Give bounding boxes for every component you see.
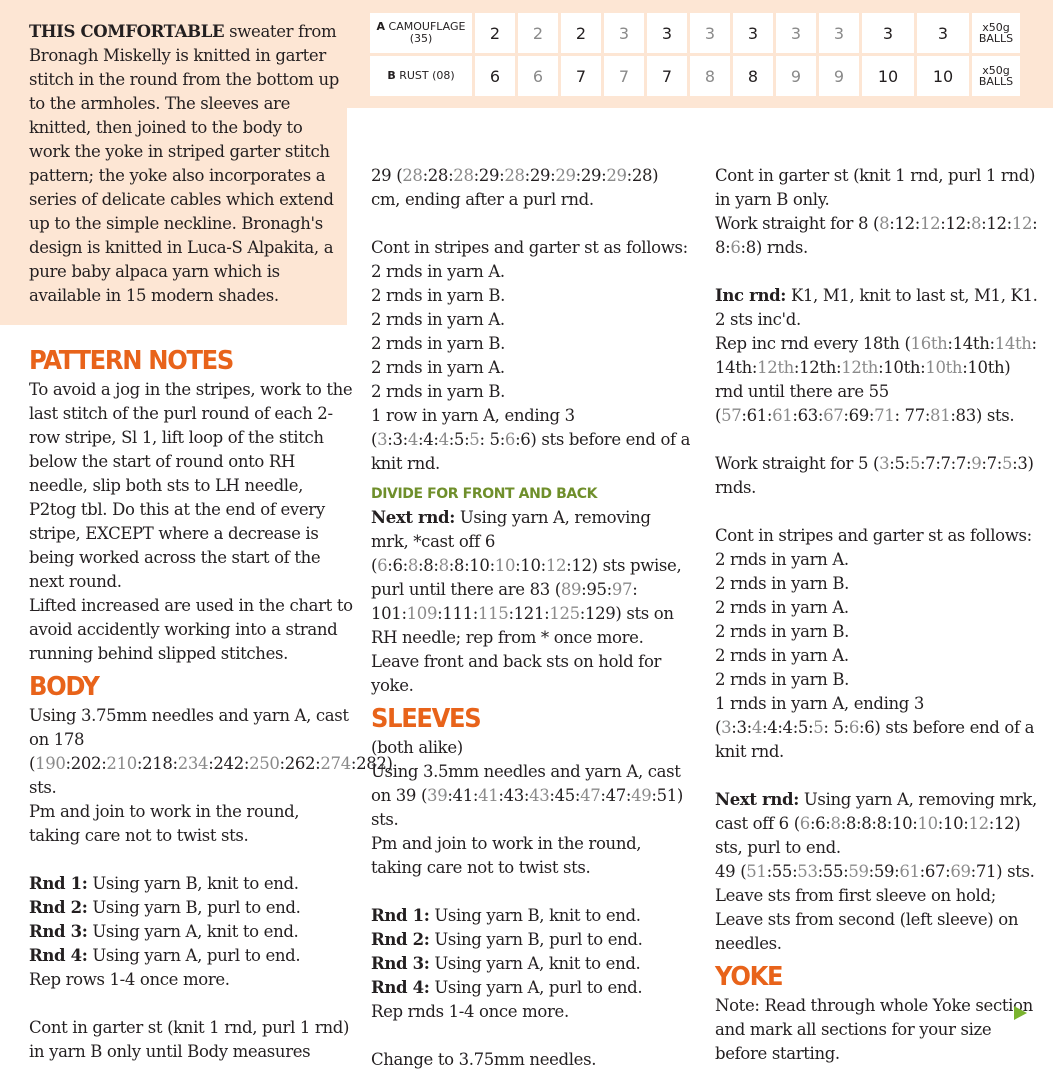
body-repeat: Rep rows 1-4 once more. <box>29 970 230 989</box>
continue-arrow-icon <box>1014 1006 1027 1020</box>
intro-panel <box>0 0 347 325</box>
yarn-amount-cell: 2 <box>475 13 515 53</box>
yarn-amount-cell: 10 <box>917 56 969 96</box>
intro-lead: THIS COMFORTABLE <box>29 22 225 41</box>
sleeves-heading: SLEEVES <box>371 704 481 734</box>
pattern-notes-heading: PATTERN NOTES <box>29 346 233 376</box>
round-line: Rnd 4: Using yarn A, purl to end. <box>371 978 643 997</box>
sleeves-hold: Leave sts from first sleeve on hold; Leave sts from second (left sleeve) on needles. <box>715 886 1019 953</box>
yarn-amount-cell: 7 <box>561 56 601 96</box>
sleeves-cont: Cont in garter st (knit 1 rnd, purl 1 rnd) in yarn B only. <box>715 166 1036 209</box>
sleeves-cast-on: Using 3.5mm needles and yarn A, cast on 39 (39:41:41:43:43:45:47:47:49:51) sts. <box>371 762 683 829</box>
yarn-amount-cell: 2 <box>561 13 601 53</box>
divide-label: Next rnd: <box>371 508 455 527</box>
yoke-heading: YOKE <box>715 962 783 992</box>
list-item: 2 rnds in yarn B. <box>371 382 506 401</box>
list-item: 2 rnds in yarn B. <box>371 286 506 305</box>
yarn-amount-cell: 3 <box>917 13 969 53</box>
yarn-amount-cell: 9 <box>776 56 816 96</box>
pattern-notes-p2: Lifted increased are used in the chart to avoid accidently working into a strand running behind slipped stitches. <box>29 596 353 663</box>
yarn-amount-cell: 3 <box>733 13 773 53</box>
yoke-note: Note: Read through whole Yoke section and mark all sections for your size before starting. <box>715 996 1033 1063</box>
round-line: Rnd 2: Using yarn B, purl to end. <box>29 898 301 917</box>
body-cast-on: Using 3.75mm needles and yarn A, cast on 178 (190:202:210:218:234:242:250:262:274:282) sts. <box>29 706 393 797</box>
divide-body: Using yarn A, removing mrk, *cast off 6 (6:6:8:8:8:8:10:10:10:12:12) sts pwise, purl until there are 83 (89:95:97: 101:109:111:115:121:125:129) sts on RH needle; rep from * once more. Leave front and back sts on hold for yoke. <box>371 508 682 695</box>
yarn-amount-cell: 3 <box>862 13 914 53</box>
yarn-amount-cell: 9 <box>819 56 859 96</box>
list-item: 2 rnds in yarn A. <box>715 646 849 665</box>
yarn-unit-cell: x50g BALLS <box>972 56 1020 96</box>
pattern-notes-p1: To avoid a jog in the stripes, work to the last stitch of the purl round of each 2-row stripe, Sl 1, lift loop of the stitch below the start of round onto RH needle, slip both sts to LH needle, P2tog tbl. Do this at the end of every stripe, EXCEPT where a decrease is being worked across the start of the next round. <box>29 380 353 591</box>
sleeves-sub: (both alike) <box>371 738 463 757</box>
sleeves-straight2: Work straight for 5 (3:5:5:7:7:7:9:7:5:3) rnds. <box>715 454 1034 497</box>
round-line: Rnd 2: Using yarn B, purl to end. <box>371 930 643 949</box>
yarn-amount-cell: 7 <box>647 56 687 96</box>
round-line: Rnd 4: Using yarn A, purl to end. <box>29 946 301 965</box>
intro-text <box>29 20 339 308</box>
round-line: Rnd 3: Using yarn A, knit to end. <box>29 922 299 941</box>
body-ending: 1 row in yarn A, ending 3 (3:3:4:4:4:5:5: 5:6:6) sts before end of a knit rnd. <box>371 406 691 473</box>
yarn-amount-cell: 6 <box>518 56 558 96</box>
list-item: 2 rnds in yarn A. <box>715 598 849 617</box>
sleeves-next <box>715 788 1040 860</box>
divide-heading: DIVIDE FOR FRONT AND BACK <box>371 486 598 502</box>
yarn-name-cell: A CAMOUFLAGE (35) <box>370 13 472 53</box>
body-measure: 29 (28:28:28:29:28:29:29:29:29:28) cm, ending after a purl rnd. <box>371 166 659 209</box>
yarn-amount-cell: 3 <box>604 13 644 53</box>
sleeves-inc <box>715 284 1040 308</box>
body-stripes <box>371 260 691 404</box>
yarn-amount-cell: 10 <box>862 56 914 96</box>
yarn-amount-cell: 2 <box>518 13 558 53</box>
yarn-amount-cell: 8 <box>690 56 730 96</box>
next-label: Next rnd: <box>715 790 799 809</box>
round-line: Rnd 1: Using yarn B, knit to end. <box>29 874 299 893</box>
next-text: Using yarn A, removing mrk, cast off 6 (6:6:8:8:8:8:10:10:10:12:12) sts, purl to end. <box>715 790 1037 857</box>
yarn-name-cell: B RUST (08) <box>370 56 472 96</box>
body-heading: BODY <box>29 672 99 702</box>
sleeves-ending: 1 rnds in yarn A, ending 3 (3:3:4:4:4:5:5: 5:6:6) sts before end of a knit rnd. <box>715 694 1035 761</box>
sleeves-repeat: Rep rnds 1-4 once more. <box>371 1002 569 1021</box>
sleeves-count: 49 (51:55:53:55:59:59:61:67:69:71) sts. <box>715 862 1035 881</box>
list-item: 2 rnds in yarn A. <box>371 262 505 281</box>
sleeves-join: Pm and join to work in the round, taking care not to twist sts. <box>371 834 642 877</box>
inc-text: K1, M1, knit to last st, M1, K1. <box>790 286 1038 305</box>
sleeves-inc-note: 2 sts inc'd. <box>715 310 801 329</box>
yarn-unit-cell: x50g BALLS <box>972 13 1020 53</box>
round-line: Rnd 1: Using yarn B, knit to end. <box>371 906 641 925</box>
yarn-amount-cell: 3 <box>690 13 730 53</box>
yarn-amount-cell: 8 <box>733 56 773 96</box>
body-join: Pm and join to work in the round, taking care not to twist sts. <box>29 802 300 845</box>
body-stripes-intro: Cont in stripes and garter st as follows: <box>371 238 688 257</box>
list-item: 2 rnds in yarn B. <box>715 622 850 641</box>
list-item: 2 rnds in yarn B. <box>715 670 850 689</box>
sleeves-rounds <box>371 904 691 1000</box>
sleeves-change: Change to 3.75mm needles. <box>371 1050 597 1069</box>
column-3 <box>715 164 1040 1066</box>
round-line: Rnd 3: Using yarn A, knit to end. <box>371 954 641 973</box>
yarn-amount-cell: 7 <box>604 56 644 96</box>
yarn-amount-cell: 3 <box>647 13 687 53</box>
body-cont: Cont in garter st (knit 1 rnd, purl 1 rnd) in yarn B only until Body measures <box>29 1018 350 1061</box>
list-item: 2 rnds in yarn A. <box>371 310 505 329</box>
list-item: 2 rnds in yarn A. <box>715 550 849 569</box>
sleeves-straight1: Work straight for 8 (8:12:12:12:8:12:12: 8:6:8) rnds. <box>715 214 1038 257</box>
sleeves-rep-inc: Rep inc rnd every 18th (16th:14th:14th: 14th:12th:12th:12th:10th:10th:10th) rnd until there are 55 (57:61:61:63:67:69:71: 77:81:83) sts. <box>715 334 1037 425</box>
yarn-table <box>367 10 1023 99</box>
sleeves-stripes <box>715 548 1040 692</box>
yarn-amount-cell: 3 <box>776 13 816 53</box>
yarn-row <box>370 56 1020 96</box>
yarn-amount-cell: 3 <box>819 13 859 53</box>
list-item: 2 rnds in yarn B. <box>371 334 506 353</box>
intro-body: sweater from Bronagh Miskelly is knitted in garter stitch in the round from the bottom up to the armholes. The sleeves are knitted, then joined to the body to work the yoke in striped garter stitch pattern; the yoke also incorporates a series of delicate cables which extend up to the simple neckline. Bronagh's design is knitted in Luca-S Alpakita, a pure baby alpaca yarn which is available in 15 modern shades. <box>29 22 339 305</box>
list-item: 2 rnds in yarn B. <box>715 574 850 593</box>
yarn-amount-cell: 6 <box>475 56 515 96</box>
sleeves-stripes-intro: Cont in stripes and garter st as follows: <box>715 526 1032 545</box>
divide-text <box>371 506 691 698</box>
column-2 <box>371 164 691 1072</box>
yarn-row <box>370 13 1020 53</box>
inc-label: Inc rnd: <box>715 286 787 305</box>
column-1 <box>29 344 393 1064</box>
list-item: 2 rnds in yarn A. <box>371 358 505 377</box>
body-rounds <box>29 872 354 968</box>
